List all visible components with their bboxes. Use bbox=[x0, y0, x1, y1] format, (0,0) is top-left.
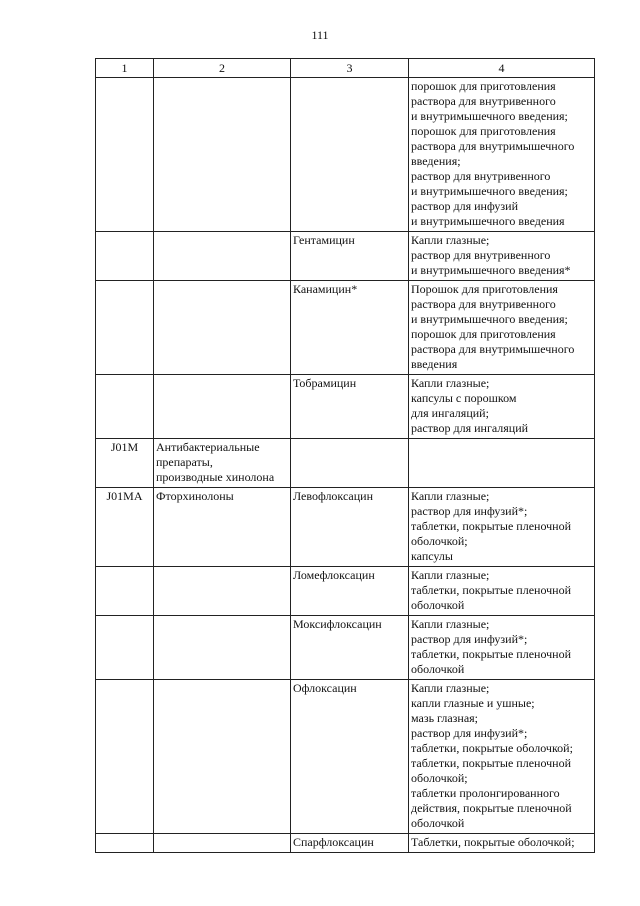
table-row bbox=[96, 78, 595, 232]
dosage-form-line: раствор для инфузий*; bbox=[411, 726, 528, 740]
drug-table bbox=[95, 58, 595, 853]
dosage-forms-cell bbox=[409, 375, 595, 439]
dosage-form-line: капсулы bbox=[411, 549, 453, 563]
atc-code-cell bbox=[96, 78, 154, 232]
table-body bbox=[96, 78, 595, 853]
header-row bbox=[96, 59, 595, 78]
group-cell bbox=[154, 78, 291, 232]
dosage-form-line: капли глазные и ушные; bbox=[411, 696, 535, 710]
dosage-form-line: таблетки, покрытые пленочной bbox=[411, 647, 572, 661]
page-number: 111 bbox=[311, 28, 329, 42]
dosage-form-line: Капли глазные; bbox=[411, 233, 490, 247]
group-line: Антибактериальные bbox=[156, 440, 260, 454]
drug-name-cell: Ломефлоксацин bbox=[291, 567, 409, 616]
group-cell bbox=[154, 680, 291, 834]
dosage-form-line: таблетки, покрытые оболочкой; bbox=[411, 741, 573, 755]
dosage-form-line: капсулы с порошком bbox=[411, 391, 517, 405]
dosage-forms-cell bbox=[409, 439, 595, 488]
dosage-form-line: раствор для инфузий bbox=[411, 199, 518, 213]
table-row bbox=[96, 616, 595, 680]
drug-name-cell bbox=[291, 78, 409, 232]
dosage-form-line: Капли глазные; bbox=[411, 376, 490, 390]
table-row bbox=[96, 834, 595, 853]
atc-code-cell bbox=[96, 232, 154, 281]
dosage-form-line: раствора для внутримышечного bbox=[411, 342, 575, 356]
group-cell bbox=[154, 281, 291, 375]
dosage-form-line: мазь глазная; bbox=[411, 711, 479, 725]
dosage-forms-cell bbox=[409, 834, 595, 853]
dosage-forms-cell bbox=[409, 78, 595, 232]
group-cell bbox=[154, 439, 291, 488]
dosage-form-line: введения; bbox=[411, 154, 461, 168]
dosage-forms-cell bbox=[409, 281, 595, 375]
dosage-form-line: и внутримышечного введения; bbox=[411, 312, 568, 326]
dosage-form-line: порошок для приготовления bbox=[411, 327, 556, 341]
dosage-form-line: раствора для внутривенного bbox=[411, 94, 556, 108]
header-col-4: 4 bbox=[409, 59, 595, 78]
table-row bbox=[96, 375, 595, 439]
dosage-form-line: раствор для инфузий*; bbox=[411, 632, 528, 646]
dosage-form-line: оболочкой bbox=[411, 662, 465, 676]
dosage-form-line: Капли глазные; bbox=[411, 568, 490, 582]
atc-code-cell bbox=[96, 834, 154, 853]
dosage-form-line: для ингаляций; bbox=[411, 406, 489, 420]
dosage-forms-cell bbox=[409, 488, 595, 567]
atc-code-cell: J01MA bbox=[96, 488, 154, 567]
table-row bbox=[96, 232, 595, 281]
atc-code-cell bbox=[96, 616, 154, 680]
dosage-form-line: раствора для внутривенного bbox=[411, 297, 556, 311]
dosage-form-line: порошок для приготовления bbox=[411, 79, 556, 93]
dosage-form-line: раствор для внутривенного bbox=[411, 169, 551, 183]
atc-code-cell: J01M bbox=[96, 439, 154, 488]
dosage-form-line: и внутримышечного введения bbox=[411, 214, 565, 228]
dosage-form-line: действия, покрытые пленочной bbox=[411, 801, 572, 815]
header-col-2: 2 bbox=[154, 59, 291, 78]
atc-code-cell bbox=[96, 281, 154, 375]
table-row bbox=[96, 439, 595, 488]
dosage-form-line: порошок для приготовления bbox=[411, 124, 556, 138]
group-cell bbox=[154, 488, 291, 567]
dosage-forms-cell bbox=[409, 232, 595, 281]
table-row bbox=[96, 281, 595, 375]
group-cell bbox=[154, 232, 291, 281]
drug-name-cell: Гентамицин bbox=[291, 232, 409, 281]
dosage-form-line: введения bbox=[411, 357, 458, 371]
drug-name-cell: Офлоксацин bbox=[291, 680, 409, 834]
header-col-3: 3 bbox=[291, 59, 409, 78]
dosage-forms-cell bbox=[409, 616, 595, 680]
dosage-form-line: Капли глазные; bbox=[411, 681, 490, 695]
dosage-form-line: раствор для внутривенного bbox=[411, 248, 551, 262]
dosage-form-line: раствор для инфузий*; bbox=[411, 504, 528, 518]
group-line: производные хинолона bbox=[156, 470, 275, 484]
group-line: Фторхинолоны bbox=[156, 489, 234, 503]
dosage-form-line: раствор для ингаляций bbox=[411, 421, 529, 435]
header-col-1: 1 bbox=[96, 59, 154, 78]
group-cell bbox=[154, 834, 291, 853]
dosage-form-line: оболочкой; bbox=[411, 771, 468, 785]
atc-code-cell bbox=[96, 375, 154, 439]
dosage-form-line: Капли глазные; bbox=[411, 617, 490, 631]
dosage-form-line: Капли глазные; bbox=[411, 489, 490, 503]
dosage-form-line: оболочкой; bbox=[411, 534, 468, 548]
dosage-form-line: и внутримышечного введения; bbox=[411, 184, 568, 198]
atc-code-cell bbox=[96, 680, 154, 834]
dosage-form-line: и внутримышечного введения; bbox=[411, 109, 568, 123]
dosage-form-line: таблетки, покрытые пленочной bbox=[411, 519, 572, 533]
table-row bbox=[96, 680, 595, 834]
dosage-form-line: раствора для внутримышечного bbox=[411, 139, 575, 153]
drug-name-cell: Левофлоксацин bbox=[291, 488, 409, 567]
dosage-form-line: оболочкой bbox=[411, 598, 465, 612]
group-cell bbox=[154, 616, 291, 680]
dosage-form-line: оболочкой bbox=[411, 816, 465, 830]
dosage-form-line: и внутримышечного введения* bbox=[411, 263, 571, 277]
dosage-form-line: Таблетки, покрытые оболочкой; bbox=[411, 835, 575, 849]
atc-code-cell bbox=[96, 567, 154, 616]
table-row bbox=[96, 488, 595, 567]
drug-name-cell: Моксифлоксацин bbox=[291, 616, 409, 680]
group-line: препараты, bbox=[156, 455, 213, 469]
drug-name-cell: Спарфлоксацин bbox=[291, 834, 409, 853]
drug-name-cell bbox=[291, 439, 409, 488]
dosage-form-line: таблетки, покрытые пленочной bbox=[411, 583, 572, 597]
dosage-forms-cell bbox=[409, 680, 595, 834]
dosage-form-line: Порошок для приготовления bbox=[411, 282, 558, 296]
group-cell bbox=[154, 567, 291, 616]
dosage-form-line: таблетки, покрытые пленочной bbox=[411, 756, 572, 770]
table-row bbox=[96, 567, 595, 616]
dosage-forms-cell bbox=[409, 567, 595, 616]
group-cell bbox=[154, 375, 291, 439]
drug-name-cell: Тобрамицин bbox=[291, 375, 409, 439]
drug-name-cell: Канамицин* bbox=[291, 281, 409, 375]
dosage-form-line: таблетки пролонгированного bbox=[411, 786, 560, 800]
